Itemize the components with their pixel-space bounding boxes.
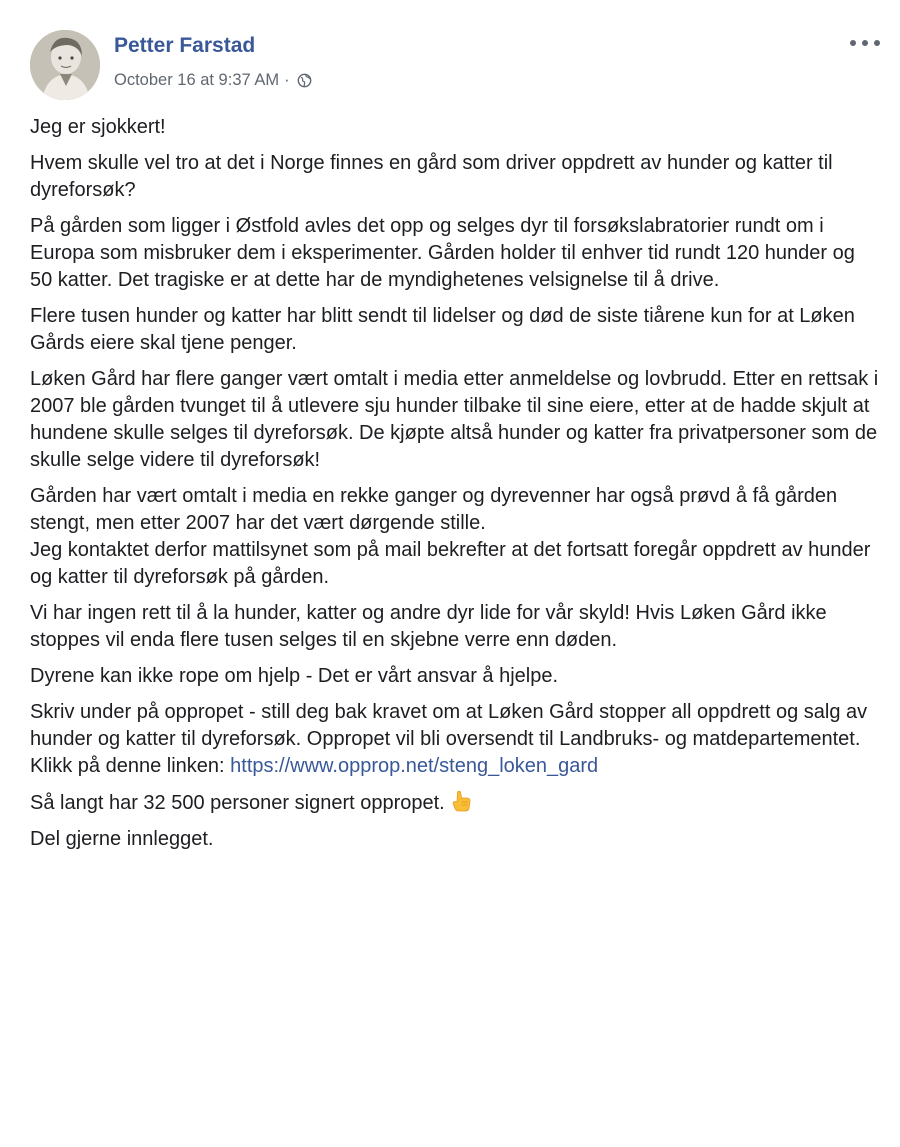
post-paragraph [30, 303, 880, 357]
paragraph-line: Jeg kontaktet derfor mattilsynet som på mail bekrefter at det fortsatt foregår oppdrett av hunder og katter til dyreforsøk på gården. [30, 539, 871, 588]
post-header [30, 30, 880, 102]
more-dot [874, 40, 880, 46]
post-paragraph [30, 213, 880, 294]
post-paragraph [30, 114, 880, 141]
post-paragraph [30, 699, 880, 780]
author-name[interactable]: Petter Farstad [114, 34, 256, 57]
more-options-icon[interactable] [850, 36, 880, 50]
paragraph-line: Hvem skulle vel tro at det i Norge finnes en gård som driver oppdrett av hunder og katter til dyreforsøk? [30, 152, 833, 201]
paragraph-line: Jeg er sjokkert! [30, 116, 166, 138]
pointing-hand-icon [449, 789, 473, 813]
globe-icon[interactable] [297, 73, 312, 88]
post-paragraph [30, 600, 880, 654]
share-text: Del gjerne innlegget. [30, 828, 214, 850]
link-prefix: Klikk på denne linken: [30, 755, 231, 777]
post-meta [114, 71, 312, 90]
paragraph-line: På gården som ligger i Østfold avles det opp og selges dyr til forsøkslabratorier rundt om i Europa som misbruker dem i eksperimenter. Gården holder til enhver tid rundt 120 hunder og 50 katter. Det tragiske er at dette har de myndighetenes velsignelse til å drive. [30, 215, 855, 291]
more-dot [862, 40, 868, 46]
paragraph-line: Skriv under på oppropet - still deg bak kravet om at Løken Gård stopper all oppdrett og salg av hunder og katter til dyreforsøk. Oppropet vil bli oversendt til Landbruks- og matdepartementet. [30, 701, 868, 750]
paragraph-line: Dyrene kan ikke rope om hjelp - Det er vårt ansvar å hjelpe. [30, 665, 559, 687]
post-paragraph [30, 826, 880, 853]
petition-link[interactable]: https://www.opprop.net/steng_loken_gard [230, 755, 599, 777]
post-body [30, 114, 880, 862]
post-paragraph [30, 483, 880, 591]
post-paragraph [30, 150, 880, 204]
paragraph-line: Gården har vært omtalt i media en rekke ganger og dyrevenner har også prøvd å få gården stengt, men etter 2007 har det vært dørgende stille. [30, 485, 838, 534]
post-paragraph [30, 789, 880, 817]
avatar-portrait-icon [30, 30, 100, 100]
paragraph-line: Vi har ingen rett til å la hunder, katter og andre dyr lide for vår skyld! Hvis Løken Gård ikke stoppes vil enda flere tusen selges til en skjebne verre enn døden. [30, 602, 827, 651]
post-timestamp[interactable]: October 16 at 9:37 AM [114, 71, 280, 89]
post-paragraph [30, 366, 880, 474]
avatar[interactable] [30, 30, 100, 100]
meta-separator: · [284, 71, 290, 89]
more-dot [850, 40, 856, 46]
paragraph-line: Løken Gård har flere ganger vært omtalt i media etter anmeldelse og lovbrudd. Etter en rettsak i 2007 ble gården tvunget til å utlevere sju hunder tilbake til sine eiere, etter at de hadde skjult at hundene skulle selges til dyreforsøk. De kjøpte altså hunder og katter fra privatpersoner som de skulle selge videre til dyreforsøk! [30, 368, 879, 471]
signed-count-text: Så langt har 32 500 personer signert oppropet. [30, 792, 445, 814]
post-paragraph [30, 663, 880, 690]
paragraph-line: Flere tusen hunder og katter har blitt sendt til lidelser og død de siste tiårene kun for at Løken Gårds eiere skal tjene penger. [30, 305, 855, 354]
